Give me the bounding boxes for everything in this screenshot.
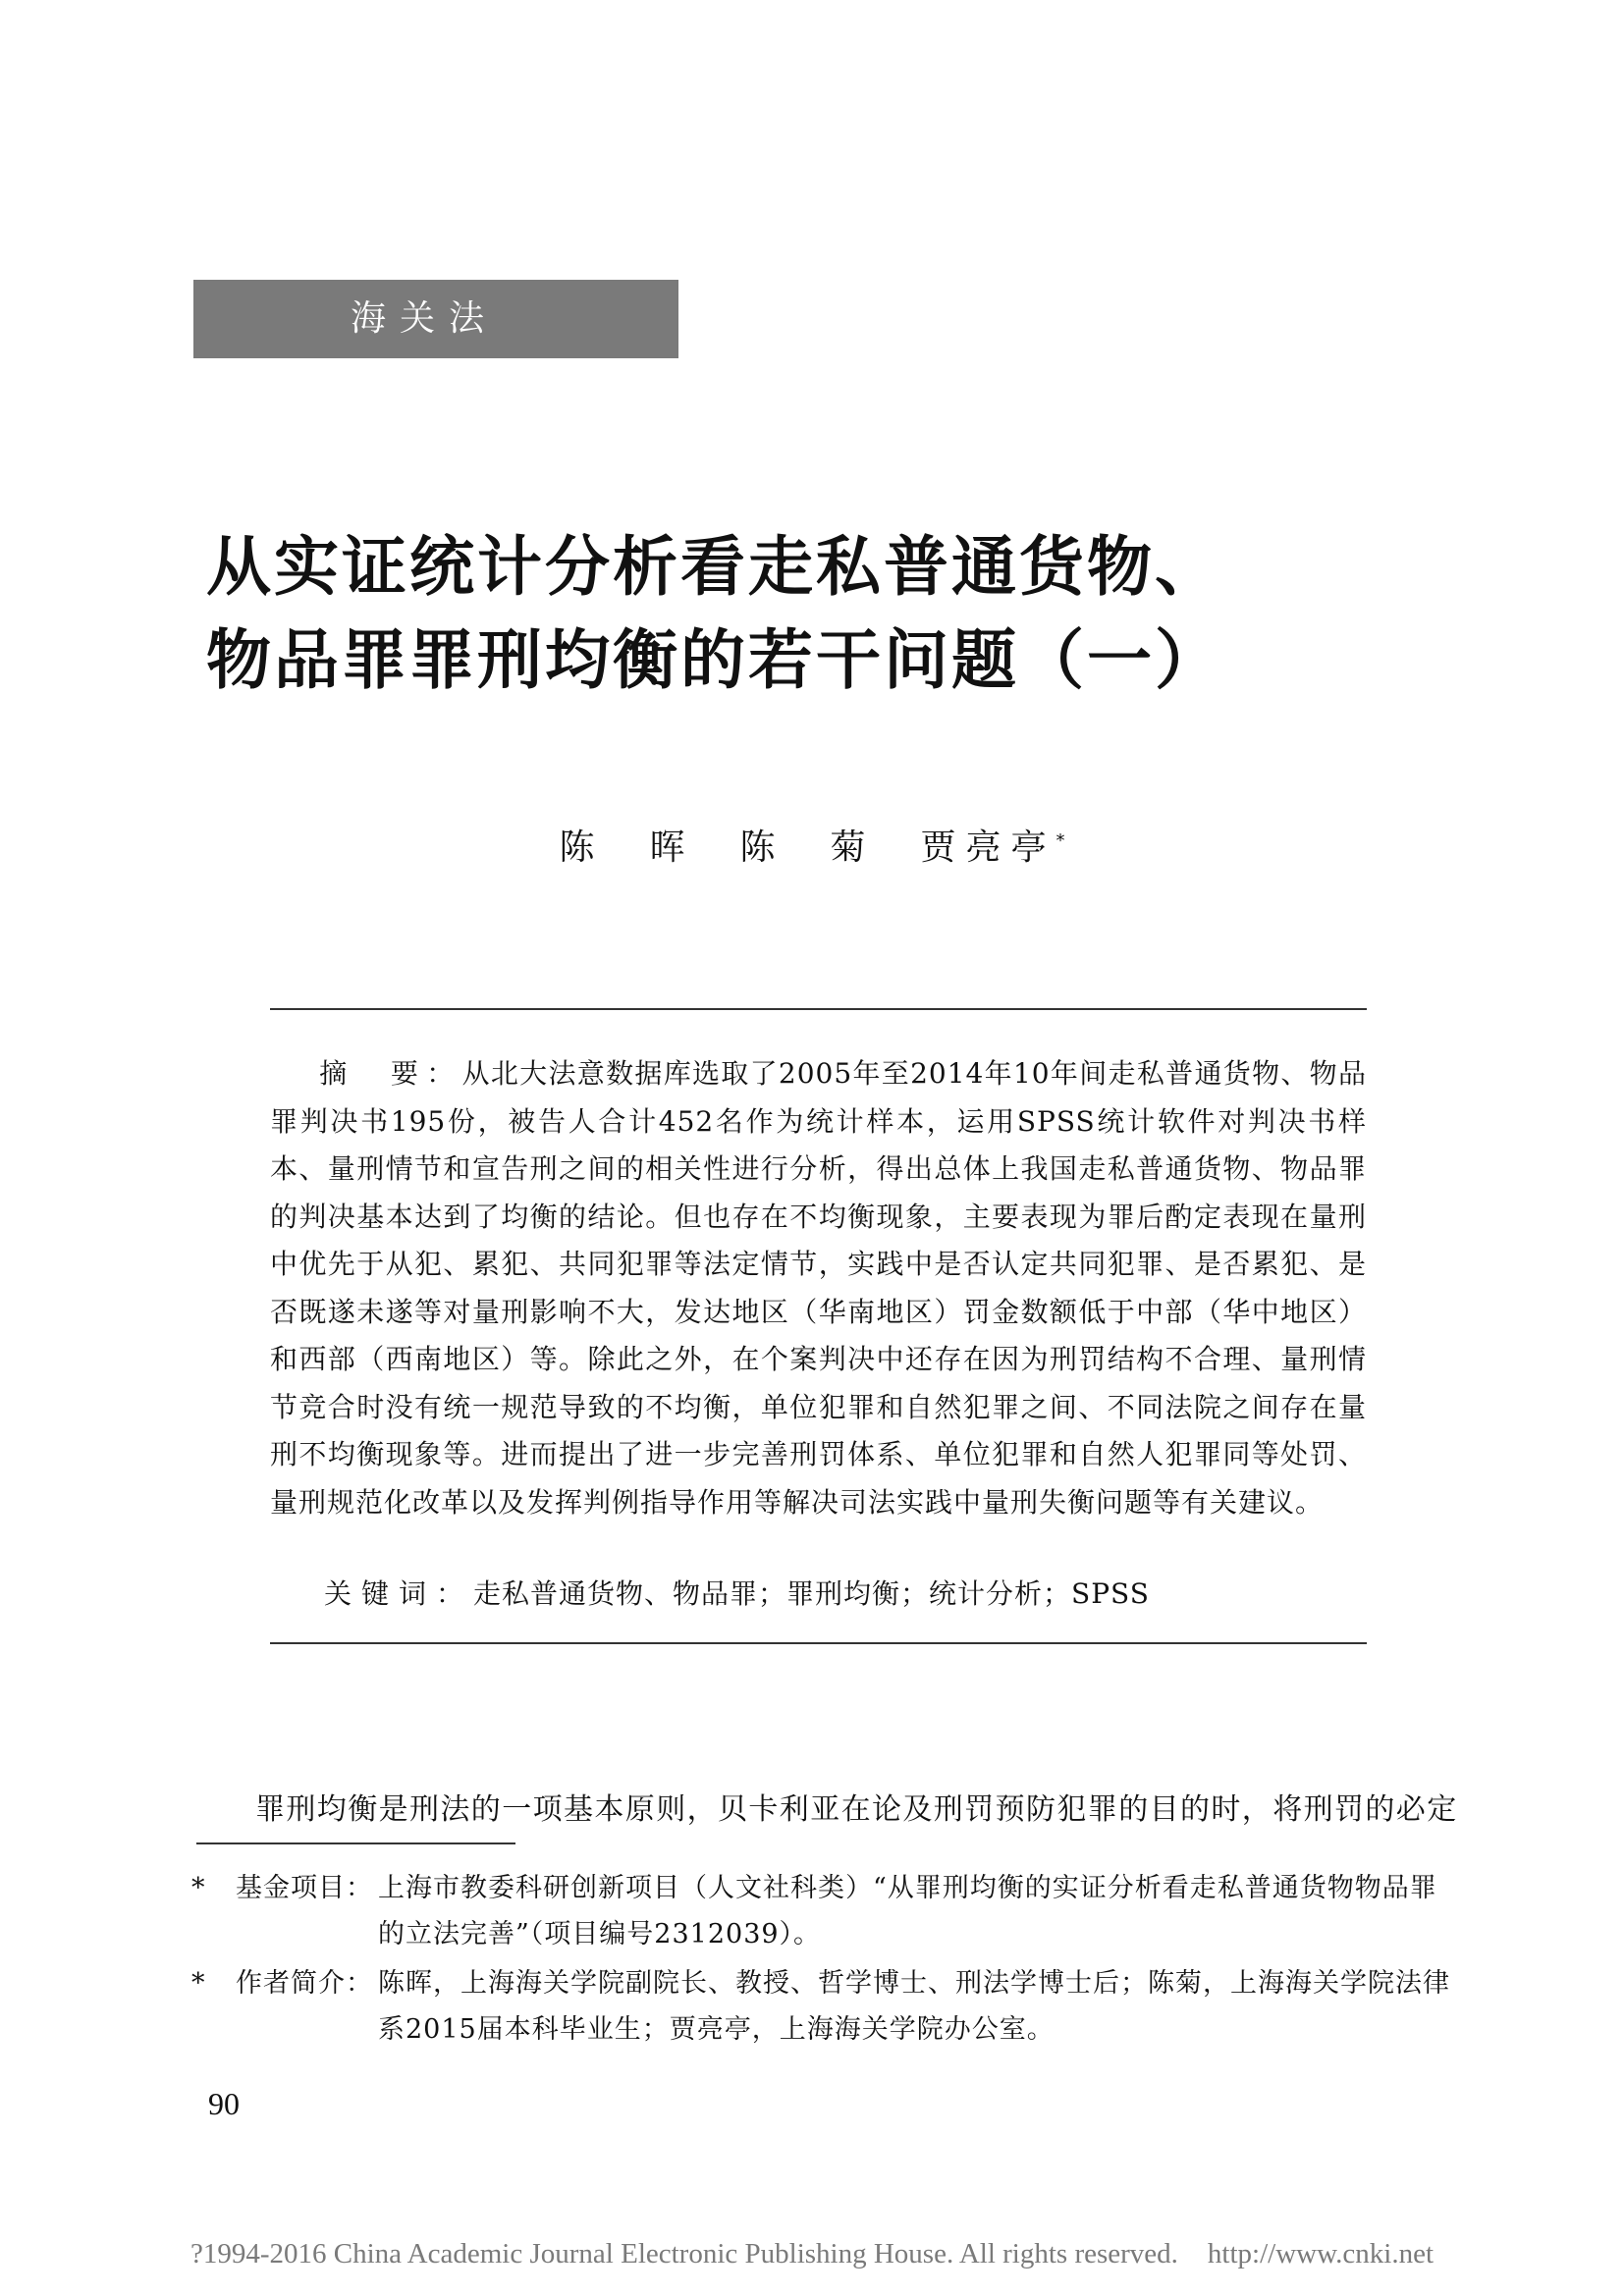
footnote-label: 基金项目： <box>236 1873 373 1903</box>
abstract-text: 从北大法意数据库选取了2005年至2014年10年间走私普通货物、物品罪判决书195份，被告人合计452名作为统计样本，运用SPSS统计软件对判决书样本、量刑情节和宣告刑之间的相关性进行分析，得出总体上我国走私普通货物、物品罪的判决基本达到了均衡的结论。但也存在不均衡现象，主要表现为罪后酌定表现在量刑中优先于从犯、累犯、共同犯罪等法定情节，实践中是否认定共同犯罪、是否累犯、是否既遂未遂等对量刑影响不大，发达地区（华南地区）罚金数额低于中部（华中地区）和西部（西南地区）等。除此之外，在个案判决中还存在因为刑罚结构不合理、量刑情节竞合时没有统一规范导致的不均衡，单位犯罪和自然犯罪之间、不同法院之间存在量刑不均衡现象等。进而提出了进一步完善刑罚体系、单位犯罪和自然人犯罪同等处罚、量刑规范化改革以及发挥判例指导作用等解决司法实践中量刑失衡问题等有关建议。 <box>270 1057 1367 1519</box>
footnote-mark: * <box>191 1873 206 1903</box>
author-footnote-mark: * <box>1056 830 1065 851</box>
footnote-funding <box>191 1865 1458 1957</box>
article-title-line-1: 从实证统计分析看走私普通货物、 <box>206 529 1222 605</box>
footnote-content: 陈晖，上海海关学院副院长、教授、哲学博士、刑法学博士后；陈菊，上海海关学院法律系2015届本科毕业生；贾亮亭，上海海关学院办公室。 <box>378 1968 1450 2045</box>
abstract-bottom-rule <box>270 1642 1367 1644</box>
abstract-top-rule <box>270 1008 1367 1010</box>
copyright-url[interactable]: http://www.cnki.net <box>1207 2238 1435 2269</box>
article-title-line-2: 物品罪罪刑均衡的若干问题（一） <box>206 622 1222 698</box>
footnote-author-bio <box>191 1960 1458 2053</box>
footnote-separator <box>196 1842 515 1844</box>
footnote-mark: * <box>191 1968 206 1999</box>
footnote-label: 作者简介： <box>236 1968 373 1999</box>
keywords-text: 走私普通货物、物品罪；罪刑均衡；统计分析；SPSS <box>473 1577 1150 1610</box>
authors <box>0 820 1624 870</box>
footnote-content: 上海市教委科研创新项目（人文社科类）“从罪刑均衡的实证分析看走私普通货物物品罪的立法完善”（项目编号2312039）。 <box>378 1873 1437 1949</box>
page-number: 90 <box>208 2086 240 2121</box>
copyright-text: ?1994-2016 China Academic Journal Electronic Publishing House. All rights reserved. <box>189 2238 1178 2269</box>
keywords <box>324 1571 1365 1618</box>
article-title <box>206 520 1483 707</box>
section-tag: 海关法 <box>193 280 678 358</box>
body-paragraph: 罪刑均衡是刑法的一项基本原则，贝卡利亚在论及刑罚预防犯罪的目的时，将刑罚的必定 <box>255 1792 1458 1827</box>
copyright-notice <box>0 2238 1624 2270</box>
abstract-label: 摘 要： <box>319 1057 462 1090</box>
author-names: 陈 晖 陈 菊 贾亮亭 <box>559 828 1056 868</box>
abstract <box>270 1050 1367 1526</box>
keywords-label: 关键词： <box>324 1577 474 1610</box>
